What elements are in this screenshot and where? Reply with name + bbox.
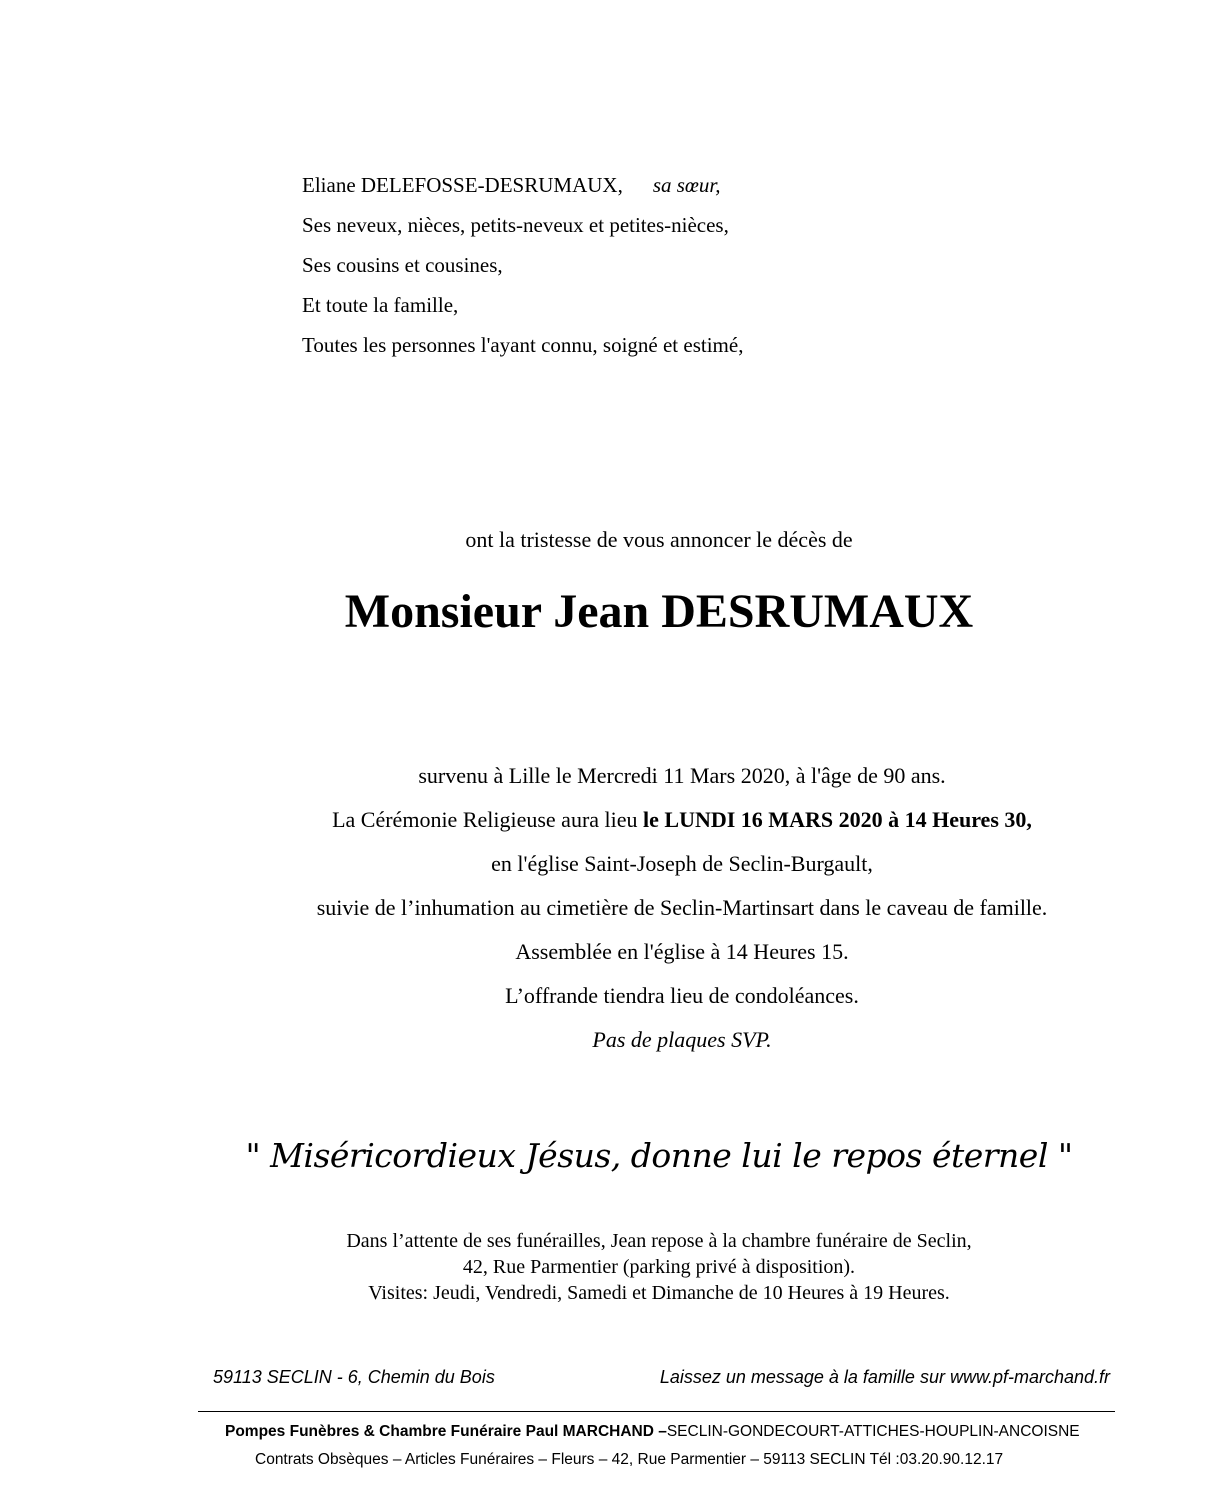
family-list	[302, 165, 743, 365]
visit-info	[52, 1228, 1214, 1306]
family-line: Ses cousins et cousines,	[302, 253, 503, 277]
prayer-quote: " Miséricordieux Jésus, donne lui le repos éternel "	[245, 1136, 1073, 1175]
death-info: survenu à Lille le Mercredi 11 Mars 2020, à l'âge de 90 ans.	[418, 763, 946, 788]
ceremony-prefix: La Cérémonie Religieuse aura lieu	[332, 807, 644, 832]
funeral-details	[0, 760, 1214, 1068]
sister-relation: sa sœur,	[652, 173, 721, 197]
burial-info: suivie de l’inhumation au cimetière de Seclin-Martinsart dans le caveau de famille.	[316, 895, 1048, 920]
family-line-sister	[302, 165, 743, 205]
offering-info: L’offrande tiendra lieu de condoléances.	[505, 983, 859, 1008]
visit-line: Visites: Jeudi, Vendredi, Samedi et Dimanche de 10 Heures à 19 Heures.	[368, 1282, 950, 1304]
services-line: Contrats Obsèques – Articles Funéraires – Fleurs – 42, Rue Parmentier – 59113 SECLIN Tél :03.20.90.12.17	[255, 1451, 1004, 1468]
message-link[interactable]: Laissez un message à la famille sur www.pf-marchand.fr	[659, 1367, 1110, 1387]
sister-name: Eliane DELEFOSSE-DESRUMAUX,	[302, 173, 623, 197]
company-towns: SECLIN-GONDECOURT-ATTICHES-HOUPLIN-ANCOISNE	[666, 1423, 1080, 1440]
assembly-info: Assemblée en l'église à 14 Heures 15.	[515, 939, 849, 964]
family-line: Toutes les personnes l'ayant connu, soigné et estimé,	[302, 333, 744, 357]
family-line: Et toute la famille,	[302, 293, 459, 317]
visit-line: 42, Rue Parmentier (parking privé à disposition).	[462, 1256, 856, 1278]
footer-divider	[198, 1411, 1115, 1412]
family-line: Ses neveux, nièces, petits-neveux et petites-nièces,	[302, 213, 729, 237]
announcement-text: ont la tristesse de vous annoncer le décès de	[465, 527, 853, 552]
funeral-home-address: 59113 SECLIN - 6, Chemin du Bois	[213, 1367, 495, 1387]
deceased-name: Monsieur Jean DESRUMAUX	[344, 585, 974, 638]
ceremony-date: le LUNDI 16 MARS 2020 à 14 Heures 30,	[643, 807, 1032, 832]
company-line	[225, 1418, 1080, 1446]
company-name: Pompes Funèbres & Chambre Funéraire Paul MARCHAND –	[225, 1423, 667, 1440]
church-info: en l'église Saint-Joseph de Seclin-Burgault,	[491, 851, 873, 876]
ceremony-info	[0, 804, 1214, 848]
no-plaques-note: Pas de plaques SVP.	[592, 1027, 772, 1052]
visit-line: Dans l’attente de ses funérailles, Jean repose à la chambre funéraire de Seclin,	[346, 1230, 972, 1252]
